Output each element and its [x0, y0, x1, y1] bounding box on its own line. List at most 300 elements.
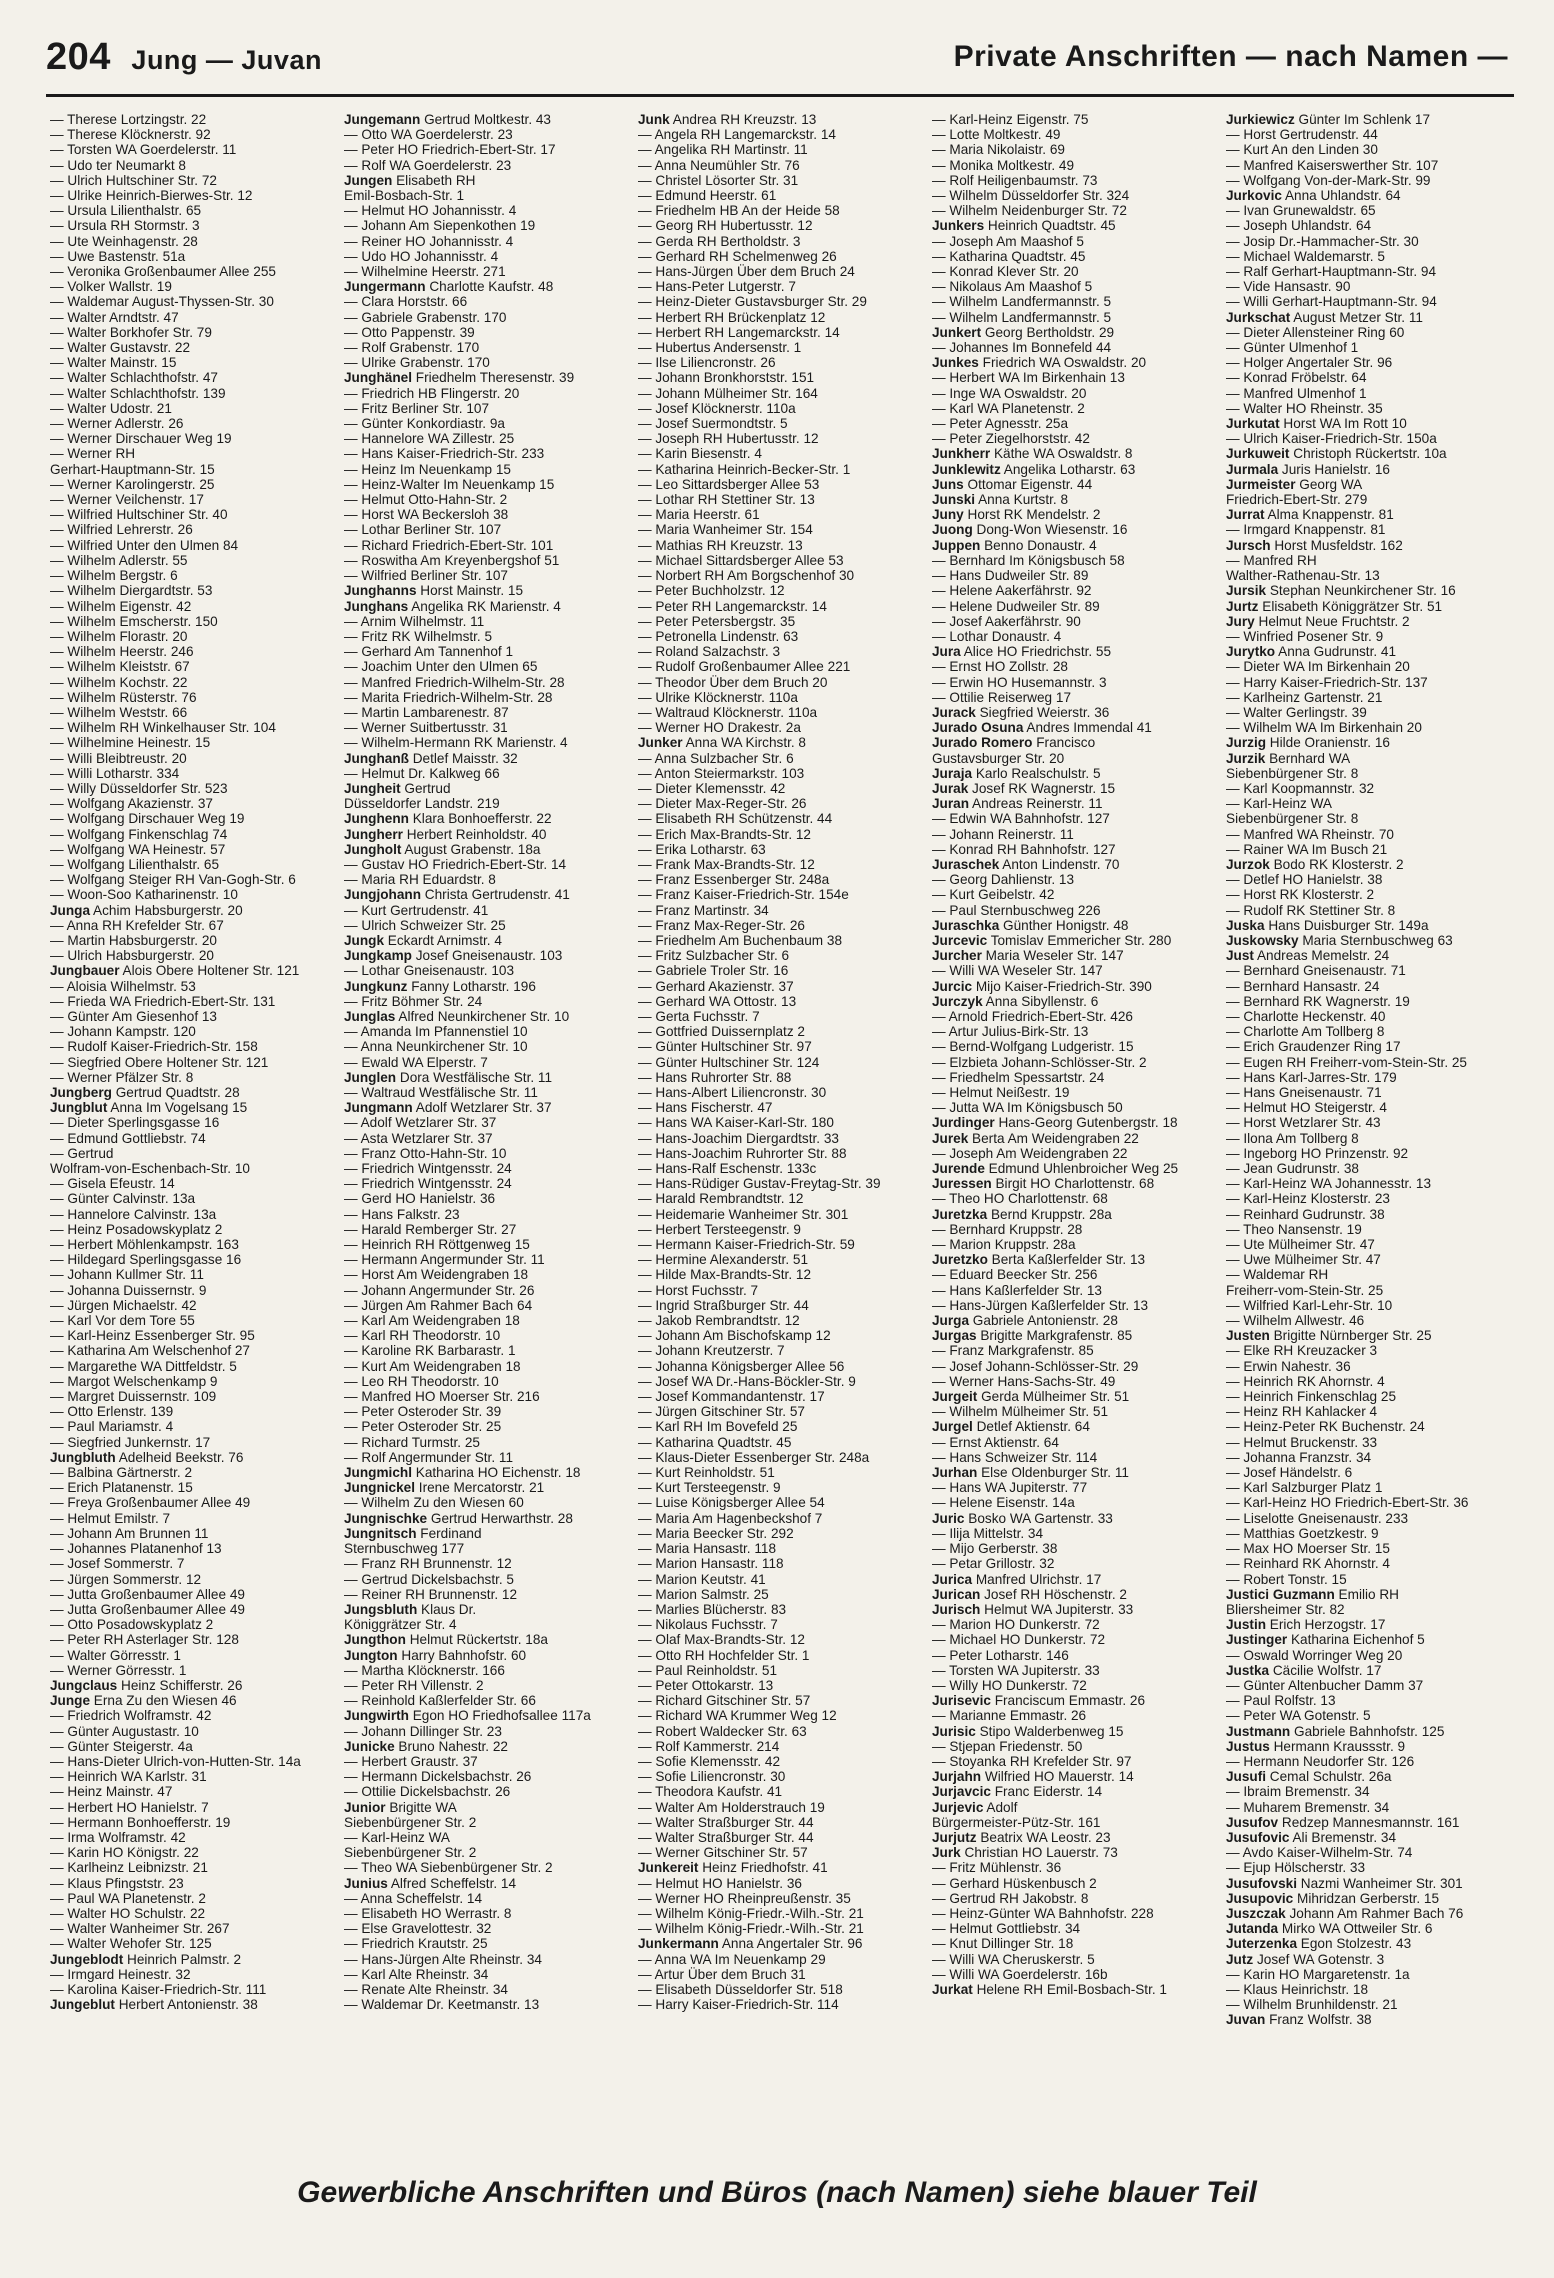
entry-details: Alfred Scheffelstr. 14 [387, 1875, 517, 1891]
listing-entry: — Helmut Otto-Hahn-Str. 2 [344, 492, 508, 508]
surname: Jungeblut [50, 1997, 115, 2013]
listing-entry: — Leo Sittardsberger Allee 53 [638, 476, 820, 492]
listing-entry: — Walter Straßburger Str. 44 [638, 1829, 814, 1845]
listing-entry: — Maria Am Hagenbeckshof 7 [638, 1510, 823, 1526]
listing-entry: — Erich Max-Brandts-Str. 12 [638, 826, 811, 842]
listing-entry: — Jürgen Michaelstr. 42 [50, 1297, 197, 1313]
listing-entry: — Angela RH Langemarckstr. 14 [638, 127, 836, 143]
surname: Junski [932, 492, 976, 508]
surname-entry [1226, 446, 1512, 461]
surname: Jungmichl [344, 1465, 412, 1481]
page-header [46, 36, 1508, 82]
surname: Juran [932, 796, 970, 812]
entry-details: Alma Knappenstr. 81 [1264, 507, 1394, 523]
listing-entry: — Gertrud [50, 1145, 114, 1161]
listing-entry: — Norbert RH Am Borgschenhof 30 [638, 568, 855, 584]
listing-entry: — Ulrike Grabenstr. 170 [344, 355, 490, 371]
listing-entry: — Olaf Max-Brandts-Str. 12 [638, 1632, 805, 1648]
surname: Jurisevic [932, 1693, 991, 1709]
listing-entry: — Torsten WA Jupiterstr. 33 [932, 1662, 1100, 1678]
listing-entry: — Hermann Angermunder Str. 11 [344, 1252, 545, 1268]
surname-entry [932, 1830, 1218, 1845]
listing-entry: — Maria Heerstr. 61 [638, 507, 760, 523]
listing-entry: — Asta Wetzlarer Str. 37 [344, 1130, 493, 1146]
surname: Juraschka [932, 917, 1000, 933]
listing-entry: — Karl Koopmannstr. 32 [1226, 780, 1375, 796]
surname-entry [344, 583, 630, 598]
surname: Jungkunz [344, 978, 408, 994]
entry-details: Anna Im Vogelsang 15 [107, 1100, 248, 1116]
listing-entry: — Irmgard Heinestr. 32 [50, 1966, 191, 1982]
listing-entry: — Wilhelm Bergstr. 6 [50, 568, 178, 584]
entry-details: Fanny Lotharstr. 196 [407, 978, 536, 994]
surname: Jutz [1226, 1951, 1254, 1967]
listing-entry: — Johanna Königsberger Allee 56 [638, 1358, 845, 1374]
listing-entry: Königgrätzer Str. 4 [344, 1617, 457, 1633]
listing-entry: — Margarethe WA Dittfeldstr. 5 [50, 1358, 237, 1374]
surname: Jungwirth [344, 1708, 409, 1724]
surname: Jungsbluth [344, 1601, 418, 1617]
listing-entry: — Joachim Unter den Ulmen 65 [344, 659, 538, 675]
listing-entry: — Hermann Dickelsbachstr. 26 [344, 1769, 532, 1785]
listing-entry: — Wilhelm König-Friedr.-Wilh.-Str. 21 [638, 1921, 864, 1937]
surname-entry [1226, 583, 1512, 598]
listing-entry: — Helene Dudweiler Str. 89 [932, 598, 1100, 614]
page-number: 204 [46, 36, 111, 78]
listing-entry: — Gerhard Akazienstr. 37 [638, 978, 794, 994]
listing-entry: — Helmut Dr. Kalkweg 66 [344, 765, 500, 781]
surname: Jurzok [1226, 856, 1270, 872]
entry-details: Juris Hanielstr. 16 [1278, 461, 1390, 477]
listing-entry: — Walter Schlachthofstr. 47 [50, 370, 218, 386]
surname-entry [344, 279, 630, 294]
surname: Jungheit [344, 780, 401, 796]
entry-details: Christoph Rückertstr. 10a [1289, 446, 1447, 462]
surname: Jurek [932, 1130, 969, 1146]
entry-details: Hilde Oranienstr. 16 [1266, 735, 1390, 751]
listing-entry: — Edmund Heerstr. 61 [638, 188, 777, 204]
listing-entry: — Karl-Heinz WA [344, 1829, 450, 1845]
listing-entry: — Gertrud Dickelsbachstr. 5 [344, 1571, 514, 1587]
surname-entry [1226, 614, 1512, 629]
listing-entry: — Dieter Allensteiner Ring 60 [1226, 324, 1405, 340]
surname: Juong [932, 522, 973, 538]
listing-entry: — Liselotte Gneisenaustr. 233 [1226, 1510, 1409, 1526]
listing-entry: — Horst WA Beckersloh 38 [344, 507, 509, 523]
listing-entry: — Manfred Friedrich-Wilhelm-Str. 28 [344, 674, 565, 690]
listing-entry: — Helmut Neißestr. 19 [932, 1085, 1070, 1100]
entry-details: Gabriele Antonienstr. 28 [969, 1313, 1118, 1329]
listing-entry: — Manfred Kaiserswerther Str. 107 [1226, 157, 1439, 173]
name-range: Jung — Juvan [131, 45, 322, 75]
surname-entry [932, 796, 1218, 811]
surname-entry [932, 492, 1218, 507]
surname: Jurk [932, 1845, 961, 1861]
listing-entry: — Marita Friedrich-Wilhelm-Str. 28 [344, 689, 553, 705]
surname-entry [1226, 2012, 1512, 2027]
listing-entry: — Frank Max-Brandts-Str. 12 [638, 856, 815, 872]
listing-entry: — Franz Max-Reger-Str. 26 [638, 917, 805, 933]
entry-details: Günter Im Schlenk 17 [1294, 112, 1431, 127]
entry-details: Redzep Mannesmannstr. 161 [1278, 1814, 1460, 1830]
listing-entry: — Jürgen Gitschiner Str. 57 [638, 1404, 805, 1420]
listing-entry: — Josef Kommandantenstr. 17 [638, 1389, 825, 1405]
listing-entry: — Knut Dillinger Str. 18 [932, 1936, 1074, 1952]
listing-entry: — Ulrich Schweizer Str. 25 [344, 917, 506, 933]
entry-details: Emilio RH [1334, 1586, 1399, 1602]
surname: Jungbauer [50, 963, 120, 979]
entry-details: Anna Gudrunstr. 41 [1275, 644, 1397, 660]
listing-entry: — Georg RH Hubertusstr. 12 [638, 218, 813, 234]
listing-entry: — Joseph Am Weidengraben 22 [932, 1145, 1128, 1161]
listing-entry: — Wilfried Karl-Lehr-Str. 10 [1226, 1297, 1393, 1313]
surname-entry [1226, 1891, 1512, 1906]
surname-entry [932, 781, 1218, 796]
entry-details: Horst WA Im Rott 10 [1279, 416, 1407, 432]
listing-entry: — Theo HO Charlottenstr. 68 [932, 1191, 1108, 1207]
entry-details: Georg Bertholdstr. 29 [981, 324, 1115, 340]
entry-details: Alois Obere Holtener Str. 121 [119, 963, 300, 979]
entry-details: August Grabenstr. 18a [401, 841, 541, 857]
listing-entry: — Karl Am Weidengraben 18 [344, 1313, 520, 1329]
listing-entry: — Jutta WA Im Königsbusch 50 [932, 1100, 1123, 1116]
surname: Junghanß [344, 750, 409, 766]
listing-entry: — Ernst HO Zollstr. 28 [932, 659, 1068, 675]
listing-entry: — Werner Pfälzer Str. 8 [50, 1069, 194, 1085]
listing-entry: — Wilfried Lehrerstr. 26 [50, 522, 193, 538]
entry-details: Adolf [983, 1799, 1018, 1815]
entry-details: Brigitte Markgrafenstr. 85 [976, 1328, 1133, 1344]
entry-details: Elisabeth RH [392, 172, 476, 188]
surname-entry [932, 1724, 1218, 1739]
listing-entry: — Hermann Bonhoefferstr. 19 [50, 1814, 231, 1830]
listing-entry: — Ulrike Klöcknerstr. 110a [638, 689, 798, 705]
listing-entry: — Günter Am Giesenhof 13 [50, 1008, 217, 1024]
surname-entry [932, 766, 1218, 781]
entry-details: Stephan Neunkirchener Str. 16 [1266, 583, 1456, 599]
listing-entry: — Michael Sittardsberger Allee 53 [638, 552, 844, 568]
listing-entry: — Herbert RH Langemarckstr. 14 [638, 324, 840, 340]
listing-entry: — Peter Ziegelhorststr. 42 [932, 431, 1090, 447]
surname: Juretzka [932, 1206, 988, 1222]
entry-details: Manfred Ulrichstr. 17 [972, 1571, 1102, 1587]
surname: Juraschek [932, 856, 1000, 872]
listing-entry: — Johann Am Bischofskamp 12 [638, 1328, 831, 1344]
surname: Junkers [932, 218, 985, 234]
listing-entry: — Michael Waldemarstr. 5 [1226, 248, 1385, 264]
surname: Justka [1226, 1662, 1270, 1678]
listing-entry: — Mathias RH Kreuzstr. 13 [638, 537, 803, 553]
surname: Jurican [932, 1586, 981, 1602]
listing-entry: — Ulrich Kaiser-Friedrich-Str. 150a [1226, 431, 1437, 447]
listing-entry: — Peter Lotharstr. 146 [932, 1647, 1069, 1663]
listing-entry: — Heinz Posadowskyplatz 2 [50, 1221, 223, 1237]
listing-column-2 [344, 112, 630, 2122]
listing-entry: — Paul WA Planetenstr. 2 [50, 1890, 206, 1906]
entry-details: Dong-Won Wiesenstr. 16 [972, 522, 1128, 538]
listing-entry: — Volker Wallstr. 19 [50, 279, 172, 295]
surname: Justici Guzmann [1226, 1586, 1335, 1602]
listing-entry: — Marianne Emmastr. 26 [932, 1708, 1087, 1724]
surname-entry [344, 1009, 630, 1024]
listing-entry: — Hans WA Jupiterstr. 77 [932, 1480, 1088, 1496]
listing-entry: — Gottfried Duissernplatz 2 [638, 1024, 805, 1040]
entry-details: Ottomar Eigenstr. 44 [963, 476, 1093, 492]
listing-entry: — Karl RH Im Bovefeld 25 [638, 1419, 798, 1435]
listing-entry: — Werner RH [50, 446, 136, 462]
listing-entry: — Wilhelm-Hermann RK Marienstr. 4 [344, 735, 568, 751]
listing-entry: — Wilhelm Emscherstr. 150 [50, 613, 218, 629]
listing-entry: Siebenbürgener Str. 2 [344, 1845, 477, 1861]
listing-entry: — Heidemarie Wanheimer Str. 301 [638, 1206, 849, 1222]
surname: Jurisch [932, 1601, 981, 1617]
listing-entry: — Walter Wanheimer Str. 267 [50, 1921, 230, 1937]
entry-details: Heinz Schifferstr. 26 [117, 1677, 243, 1693]
entry-details: Alice HO Friedrichstr. 55 [960, 644, 1112, 660]
entry-details: Anna WA Kirchstr. 8 [682, 735, 806, 751]
listing-entry: — Edmund Gottliebstr. 74 [50, 1130, 206, 1146]
listing-entry: — Peter Buchholzstr. 12 [638, 583, 785, 599]
surname: Justus [1226, 1738, 1270, 1754]
entry-details: Brigitte WA [385, 1799, 457, 1815]
listing-entry: — Karl RH Theodorstr. 10 [344, 1328, 501, 1344]
listing-entry: — Bernd-Wolfgang Ludgeristr. 15 [932, 1039, 1134, 1055]
surname-entry [932, 979, 1218, 994]
listing-entry: — Richard WA Krummer Weg 12 [638, 1708, 837, 1724]
listing-entry: — Reiner RH Brunnenstr. 12 [344, 1586, 518, 1602]
listing-entry: — Willi WA Weseler Str. 147 [932, 963, 1103, 979]
listing-entry: — Wilhelm Düsseldorfer Str. 324 [932, 188, 1130, 204]
listing-entry: — Otto RH Hochfelder Str. 1 [638, 1647, 810, 1663]
listing-entry: — Herbert Tersteegenstr. 9 [638, 1221, 801, 1237]
listing-entry: — Theodora Kaufstr. 41 [638, 1784, 783, 1800]
entry-details: Heinrich Quadtstr. 45 [984, 218, 1116, 234]
entry-details: Gertrud [400, 780, 451, 796]
listing-entry: — Gertrud RH Jakobstr. 8 [932, 1890, 1089, 1906]
listing-entry: — Friedrich Wolframstr. 42 [50, 1708, 212, 1724]
listing-entry: — Wilhelm Florastr. 20 [50, 628, 188, 644]
entry-details: Friedrich WA Oswaldstr. 20 [978, 355, 1147, 371]
surname-entry [932, 933, 1218, 948]
listing-entry: — Richard Gitschiner Str. 57 [638, 1693, 811, 1709]
surname: Jurzig [1226, 735, 1267, 751]
listing-entry: — Werner Hans-Sachs-Str. 49 [932, 1373, 1116, 1389]
entry-details: Heinrich Palmstr. 2 [123, 1951, 242, 1967]
listing-entry: — Wilhelm Rüsterstr. 76 [50, 689, 197, 705]
listing-entry: — Katharina Heinrich-Becker-Str. 1 [638, 461, 851, 477]
listing-entry: — Hans Falkstr. 23 [344, 1206, 460, 1222]
surname: Jungholt [344, 841, 402, 857]
entry-details: Herbert Reinholdstr. 40 [402, 826, 547, 842]
entry-details: Bodo RK Klosterstr. 2 [1269, 856, 1404, 872]
surname-entry [932, 1161, 1218, 1176]
listing-entry: — Gerhard Hüskenbusch 2 [932, 1875, 1097, 1891]
entry-details: Heinz Friedhofstr. 41 [698, 1860, 828, 1876]
listing-entry: — Willi Gerhart-Hauptmann-Str. 94 [1226, 294, 1437, 310]
listing-entry: — Jakob Rembrandtstr. 12 [638, 1313, 800, 1329]
surname-entry [932, 522, 1218, 537]
listing-entry: — Amanda Im Pfannenstiel 10 [344, 1024, 528, 1040]
entry-details: Beatrix WA Leostr. 23 [976, 1829, 1111, 1845]
listing-entry: — Marion Keutstr. 41 [638, 1571, 766, 1587]
surname: Junkherr [932, 446, 991, 462]
surname: Jungthon [344, 1632, 406, 1648]
surname-entry [1226, 416, 1512, 431]
listing-entry: — Wilhelm König-Friedr.-Wilh.-Str. 21 [638, 1905, 864, 1921]
listing-entry: — Anton Steiermarkstr. 103 [638, 765, 805, 781]
listing-entry: — Martha Klöcknerstr. 166 [344, 1662, 505, 1678]
surname-entry [1226, 644, 1512, 659]
listing-entry: — Joseph RH Hubertusstr. 12 [638, 431, 819, 447]
listing-entry: — Walter Straßburger Str. 44 [638, 1814, 814, 1830]
listing-entry: — Wilhelm Kleiststr. 67 [50, 659, 190, 675]
surname-entry [344, 370, 630, 385]
listing-entry: — Erich Graudenzer Ring 17 [1226, 1039, 1401, 1055]
listing-entry: — Karoline RK Barbarastr. 1 [344, 1343, 516, 1359]
surname: Jurkovic [1226, 188, 1282, 204]
listing-entry: — Wilhelm Mülheimer Str. 51 [932, 1404, 1109, 1420]
listing-entry: — Wilhelm Neidenburger Str. 72 [932, 203, 1127, 219]
surname-entry [344, 1708, 630, 1723]
listing-entry: — Lothar RH Stettiner Str. 13 [638, 492, 815, 508]
surname-entry [932, 355, 1218, 370]
listing-entry: — Erwin Nahestr. 36 [1226, 1358, 1351, 1374]
surname: Jurgeit [932, 1389, 978, 1405]
surname-entry [50, 963, 336, 978]
listing-entry: — Hermann Kaiser-Friedrich-Str. 59 [638, 1237, 855, 1253]
listing-entry: — Siegfried Obere Holtener Str. 121 [50, 1054, 269, 1070]
surname: Jursch [1226, 537, 1271, 553]
listing-entry: — Friedrich HB Flingerstr. 20 [344, 385, 520, 401]
listing-entry: — Richard Friedrich-Ebert-Str. 101 [344, 537, 554, 553]
surname-entry [344, 1465, 630, 1480]
listing-entry: — Hans-Peter Lutgerstr. 7 [638, 279, 796, 295]
surname-entry [932, 1602, 1218, 1617]
listing-entry: — Jürgen Sommerstr. 12 [50, 1571, 202, 1587]
listing-entry: — Dieter Max-Reger-Str. 26 [638, 796, 807, 812]
entry-details: August Metzer Str. 11 [1290, 309, 1423, 325]
listing-entry: — Walter Udostr. 21 [50, 400, 172, 416]
surname: Jusufov [1226, 1814, 1279, 1830]
entry-details: Dora Westfälische Str. 11 [396, 1069, 553, 1085]
entry-details: Katharina HO Eichenstr. 18 [411, 1465, 581, 1481]
surname-entry [1226, 1617, 1512, 1632]
listing-entry: — Wilhelm Diergardtstr. 53 [50, 583, 213, 599]
listing-entry: — Fritz Böhmer Str. 24 [344, 993, 483, 1009]
surname: Jurak [932, 780, 969, 796]
listing-entry: — Peter Petersbergstr. 35 [638, 613, 796, 629]
entry-details: Franc Eiderstr. 14 [990, 1784, 1103, 1800]
entry-details: Harry Bahnhofstr. 60 [397, 1647, 527, 1663]
listing-entry: — Peter Osteroder Str. 25 [344, 1419, 502, 1435]
listing-entry: — Eduard Beecker Str. 256 [932, 1267, 1098, 1283]
listing-entry: — Wilhelm Zu den Wiesen 60 [344, 1495, 524, 1511]
surname-entry [1226, 599, 1512, 614]
listing-entry: — Ilija Mittelstr. 34 [932, 1525, 1044, 1541]
entry-details: Anna Angertaler Str. 96 [718, 1936, 863, 1952]
surname: Jungeblodt [50, 1951, 124, 1967]
entry-details: Maria Sternbuschweg 63 [1298, 932, 1453, 948]
entry-details: Francisco [1032, 735, 1096, 751]
listing-entry: — Hans WA Kaiser-Karl-Str. 180 [638, 1115, 834, 1131]
entry-details: Alfred Neunkirchener Str. 10 [395, 1008, 570, 1024]
listing-entry: — Mijo Gerberstr. 38 [932, 1541, 1058, 1557]
listing-entry: — Rudolf Kaiser-Friedrich-Str. 158 [50, 1039, 258, 1055]
surname: Jungton [344, 1647, 398, 1663]
entry-details: Günther Honigstr. 48 [999, 917, 1129, 933]
entry-details: Horst Mainstr. 15 [416, 583, 524, 599]
surname-entry [1226, 918, 1512, 933]
listing-entry: — Jürgen Am Rahmer Bach 64 [344, 1297, 533, 1313]
listing-entry: — Fritz Sulzbacher Str. 6 [638, 948, 790, 964]
listing-entry: — Günter Hultschiner Str. 124 [638, 1054, 820, 1070]
listing-entry: — Hans-Joachim Ruhrorter Str. 88 [638, 1145, 847, 1161]
listing-entry: Freiherr-vom-Stein-Str. 25 [1226, 1282, 1384, 1298]
listing-entry: — Walter Schlachthofstr. 139 [50, 385, 226, 401]
surname-entry [1226, 1906, 1512, 1921]
surname: Junker [638, 735, 683, 751]
surname: Jungermann [344, 279, 426, 295]
listing-entry: — Charlotte Heckenstr. 40 [1226, 1008, 1386, 1024]
listing-entry: — Luise Königsberger Allee 54 [638, 1495, 825, 1511]
listing-entry: — Hans-Joachim Diergardtstr. 33 [638, 1130, 839, 1146]
surname-entry [1226, 1769, 1512, 1784]
surname: Justmann [1226, 1723, 1291, 1739]
surname: Juppen [932, 537, 981, 553]
surname-entry [932, 218, 1218, 233]
listing-entry: — Johannes Platanenhof 13 [50, 1541, 222, 1557]
listing-entry: — Ibraim Bremenstr. 34 [1226, 1784, 1370, 1800]
surname: Justinger [1226, 1632, 1288, 1648]
surname-entry [932, 948, 1218, 963]
surname: Jurkschat [1226, 309, 1291, 325]
listing-entry: — Leo RH Theodorstr. 10 [344, 1373, 499, 1389]
surname-entry [932, 735, 1218, 750]
listing-entry: — Anna RH Krefelder Str. 67 [50, 917, 224, 933]
listing-entry: — Peter RH Asterlager Str. 128 [50, 1632, 239, 1648]
listing-entry: — Karl WA Planetenstr. 2 [932, 400, 1085, 416]
surname-entry [932, 644, 1218, 659]
surname: Jurhan [932, 1465, 978, 1481]
entry-details: Josef RH Höschenstr. 2 [980, 1586, 1127, 1602]
surname-entry [344, 1602, 630, 1617]
listing-entry: — Joseph Am Maashof 5 [932, 233, 1084, 249]
surname-entry [1226, 1632, 1512, 1647]
surname: Juretzko [932, 1252, 988, 1268]
surname-entry [932, 1982, 1218, 1997]
surname-entry [1226, 1739, 1512, 1754]
listing-entry: — Waldemar August-Thyssen-Str. 30 [50, 294, 274, 310]
listing-entry: — Horst Gertrudenstr. 44 [1226, 127, 1378, 143]
listing-columns [50, 112, 1510, 2122]
entry-details: Achim Habsburgerstr. 20 [90, 902, 243, 918]
listing-entry: — Willi Lotharstr. 334 [50, 765, 180, 781]
surname-entry [932, 1784, 1218, 1799]
listing-entry: — Rainer WA Im Busch 21 [1226, 841, 1388, 857]
surname: Junkes [932, 355, 979, 371]
listing-entry: — Ilse Liliencronstr. 26 [638, 355, 776, 371]
listing-entry: — Richard Turmstr. 25 [344, 1434, 480, 1450]
surname: Jurzik [1226, 750, 1266, 766]
listing-entry: — Gerhard WA Ottostr. 13 [638, 993, 797, 1009]
entry-details: Bernd Kruppstr. 28a [987, 1206, 1112, 1222]
listing-entry: — Muharem Bremenstr. 34 [1226, 1799, 1390, 1815]
listing-entry: — Hannelore Calvinstr. 13a [50, 1206, 217, 1222]
entry-details: Horst Musfeldstr. 162 [1270, 537, 1403, 553]
listing-entry: — Johann Kullmer Str. 11 [50, 1267, 204, 1283]
listing-entry: — Balbina Gärtnerstr. 2 [50, 1465, 193, 1481]
surname: Juterzenka [1226, 1936, 1298, 1952]
